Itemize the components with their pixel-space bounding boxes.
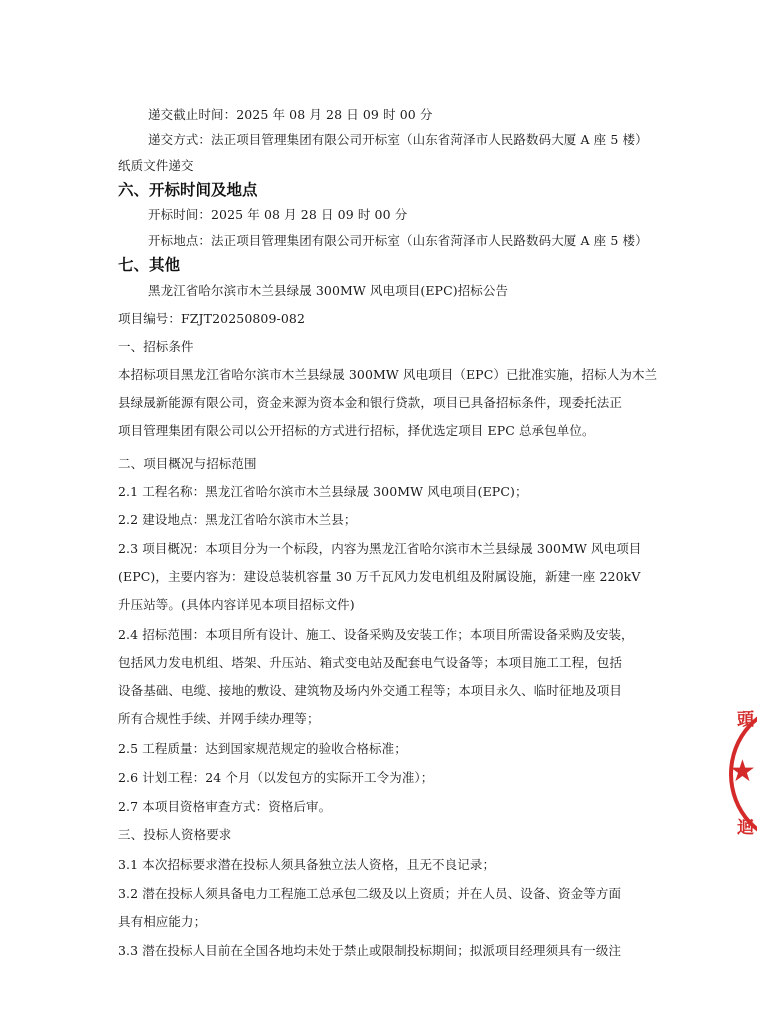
seal-char: 迴 (737, 818, 754, 838)
s1-heading: 一、招标条件 (118, 339, 194, 354)
s2-6-line: 2.6 计划工程：24 个月（以发包方的实际开工令为准）； (118, 770, 434, 785)
s3-1-line: 3.1 本次招标要求潜在投标人须具备独立法人资格，且无不良记录； (118, 857, 496, 872)
notice-title: 黑龙江省哈尔滨市木兰县绿晟 300MW 风电项目(EPC)招标公告 (148, 283, 509, 298)
submission-deadline: 递交截止时间：2025 年 08 月 28 日 09 时 00 分 (148, 107, 433, 122)
section7-heading: 七、其他 (118, 256, 181, 274)
s2-7-line: 2.7 本项目资格审查方式：资格后审。 (118, 799, 332, 814)
s1-line: 县绿晟新能源有限公司，资金来源为资本金和银行贷款，项目已具备招标条件，现委托法正 (118, 395, 623, 410)
s2-4-line: 包括风力发电机组、塔架、升压站、箱式变电站及配套电气设备等；本项目施工工程，包括 (118, 655, 623, 670)
seal-char: 頭 (737, 710, 754, 730)
opening-time: 开标时间：2025 年 08 月 28 日 09 时 00 分 (148, 207, 408, 222)
s2-3-line: 2.3 项目概况：本项目分为一个标段，内容为黑龙江省哈尔滨市木兰县绿晟 300MW 风电项目 (118, 541, 642, 556)
project-number: 项目编号：FZJT20250809-082 (118, 311, 306, 326)
s3-3-line: 3.3 潜在投标人目前在全国各地均未处于禁止或限制投标期间；拟派项目经理须具有一级注 (118, 943, 622, 958)
submission-method-line1: 递交方式：法正项目管理集团有限公司开标室（山东省菏泽市人民路数码大厦 A 座 5 楼） (148, 132, 648, 147)
opening-place: 开标地点：法正项目管理集团有限公司开标室（山东省菏泽市人民路数码大厦 A 座 5 楼） (148, 233, 648, 248)
s3-heading: 三、投标人资格要求 (118, 827, 232, 842)
submission-method-line2: 纸质文件递交 (118, 158, 194, 173)
s1-line: 项目管理集团有限公司以公开招标的方式进行招标，择优选定项目 EPC 总承包单位。 (118, 423, 595, 438)
s2-2-line: 2.2 建设地点：黑龙江省哈尔滨市木兰县； (118, 512, 357, 527)
s2-5-line: 2.5 工程质量：达到国家规范规定的验收合格标准； (118, 741, 407, 756)
s3-2-line: 具有相应能力； (118, 914, 207, 929)
star-icon: ★ (729, 754, 756, 789)
s2-3-line: (EPC)，主要内容为：建设总装机容量 30 万千瓦风力发电机组及附属设施，新建一座 220kV (118, 569, 641, 584)
s2-heading: 二、项目概况与招标范围 (118, 456, 257, 471)
section6-heading: 六、开标时间及地点 (118, 181, 258, 199)
s2-4-line: 2.4 招标范围：本项目所有设计、施工、设备采购及安装工作；本项目所需设备采购及安装， (118, 627, 634, 642)
red-seal (727, 702, 757, 852)
s1-line: 本招标项目黑龙江省哈尔滨市木兰县绿晟 300MW 风电项目（EPC）已批准实施，招标人为木兰 (118, 367, 658, 382)
s3-2-line: 3.2 潜在投标人须具备电力工程施工总承包二级及以上资质；并在人员、设备、资金等方面 (118, 886, 622, 901)
s2-3-line: 升压站等。(具体内容详见本项目招标文件) (118, 597, 355, 612)
s2-4-line: 设备基础、电缆、接地的敷设、建筑物及场内外交通工程等；本项目永久、临时征地及项目 (118, 683, 623, 698)
s2-4-line: 所有合规性手续、并网手续办理等； (118, 711, 320, 726)
s2-1-line: 2.1 工程名称：黑龙江省哈尔滨市木兰县绿晟 300MW 风电项目(EPC)； (118, 484, 528, 499)
